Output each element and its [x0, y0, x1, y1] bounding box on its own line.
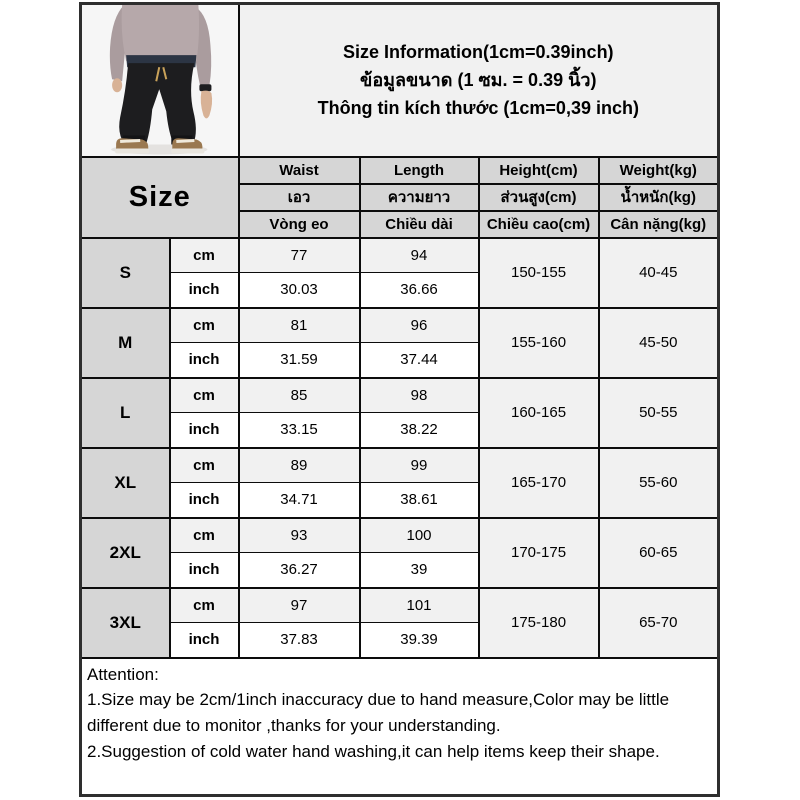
unit-label-cm: cm [170, 448, 239, 483]
weight-header-th: น้ำหนัก(kg) [599, 184, 719, 211]
size-label-3xl: 3XL [81, 588, 170, 658]
length-header-vi: Chiều dài [360, 211, 479, 238]
weight-header-en: Weight(kg) [599, 157, 719, 184]
length-header-en: Length [360, 157, 479, 184]
title-thai: ข้อมูลขนาด (1 ซม. = 0.39 นิ้ว) [360, 70, 597, 91]
waist-cm-value: 93 [239, 518, 360, 553]
weight-range-value: 50-55 [599, 378, 719, 448]
weight-range-value: 60-65 [599, 518, 719, 588]
unit-label-cm: cm [170, 308, 239, 343]
height-header-th: ส่วนสูง(cm) [479, 184, 599, 211]
height-header-en: Height(cm) [479, 157, 599, 184]
unit-label-cm: cm [170, 238, 239, 273]
length-inch-value: 38.61 [360, 483, 479, 518]
length-inch-value: 38.22 [360, 413, 479, 448]
length-cm-value: 98 [360, 378, 479, 413]
unit-label-cm: cm [170, 518, 239, 553]
size-label-m: M [81, 308, 170, 378]
waist-cm-value: 97 [239, 588, 360, 623]
height-range-value: 175-180 [479, 588, 599, 658]
size-information-title [239, 4, 719, 157]
waist-inch-value: 36.27 [239, 553, 360, 588]
title-english: Size Information(1cm=0.39inch) [342, 42, 614, 63]
length-inch-value: 36.66 [360, 273, 479, 308]
length-inch-value: 39.39 [360, 623, 479, 658]
weight-header-vi: Cân nặng(kg) [599, 211, 719, 238]
length-cm-value: 96 [360, 308, 479, 343]
unit-label-inch: inch [170, 343, 239, 378]
waist-inch-value: 33.15 [239, 413, 360, 448]
length-inch-value: 39 [360, 553, 479, 588]
table-row [81, 308, 719, 343]
length-inch-value: 37.44 [360, 343, 479, 378]
weight-range-value: 65-70 [599, 588, 719, 658]
unit-label-inch: inch [170, 273, 239, 308]
unit-label-cm: cm [170, 378, 239, 413]
size-label-2xl: 2XL [81, 518, 170, 588]
waist-inch-value: 37.83 [239, 623, 360, 658]
size-column-header: Size [81, 157, 239, 238]
table-row [81, 378, 719, 413]
size-label-xl: XL [81, 448, 170, 518]
title-vietnamese: Thông tin kích thước (1cm=0,39 inch) [317, 98, 639, 119]
waist-cm-value: 85 [239, 378, 360, 413]
length-cm-value: 94 [360, 238, 479, 273]
waist-cm-value: 89 [239, 448, 360, 483]
unit-label-inch: inch [170, 413, 239, 448]
height-range-value: 165-170 [479, 448, 599, 518]
attention-line-1: 1.Size may be 2cm/1inch inaccuracy due to hand measure,Color may be little different due to monitor ,thanks for your understanding. [87, 689, 670, 735]
unit-label-inch: inch [170, 553, 239, 588]
waist-header-en: Waist [239, 157, 360, 184]
unit-label-cm: cm [170, 588, 239, 623]
length-cm-value: 99 [360, 448, 479, 483]
attention-heading: Attention: [87, 664, 159, 684]
waist-header-vi: Vòng eo [239, 211, 360, 238]
length-header-th: ความยาว [360, 184, 479, 211]
length-cm-value: 100 [360, 518, 479, 553]
waist-cm-value: 77 [239, 238, 360, 273]
size-label-l: L [81, 378, 170, 448]
waist-cm-value: 81 [239, 308, 360, 343]
height-range-value: 170-175 [479, 518, 599, 588]
height-header-vi: Chiều cao(cm) [479, 211, 599, 238]
attention-line-2: 2.Suggestion of cold water hand washing,it can help items keep their shape. [87, 741, 660, 761]
waist-inch-value: 34.71 [239, 483, 360, 518]
height-range-value: 160-165 [479, 378, 599, 448]
table-row [81, 448, 719, 483]
table-row [81, 238, 719, 273]
weight-range-value: 45-50 [599, 308, 719, 378]
table-row [81, 518, 719, 553]
waist-inch-value: 31.59 [239, 343, 360, 378]
unit-label-inch: inch [170, 483, 239, 518]
height-range-value: 155-160 [479, 308, 599, 378]
weight-range-value: 55-60 [599, 448, 719, 518]
table-row [81, 588, 719, 623]
attention-note [81, 658, 719, 796]
model-photo-illustration [82, 5, 238, 155]
weight-range-value: 40-45 [599, 238, 719, 308]
unit-label-inch: inch [170, 623, 239, 658]
model-photo [81, 4, 239, 157]
size-label-s: S [81, 238, 170, 308]
waist-inch-value: 30.03 [239, 273, 360, 308]
waist-header-th: เอว [239, 184, 360, 211]
length-cm-value: 101 [360, 588, 479, 623]
size-information-table [79, 2, 720, 797]
height-range-value: 150-155 [479, 238, 599, 308]
